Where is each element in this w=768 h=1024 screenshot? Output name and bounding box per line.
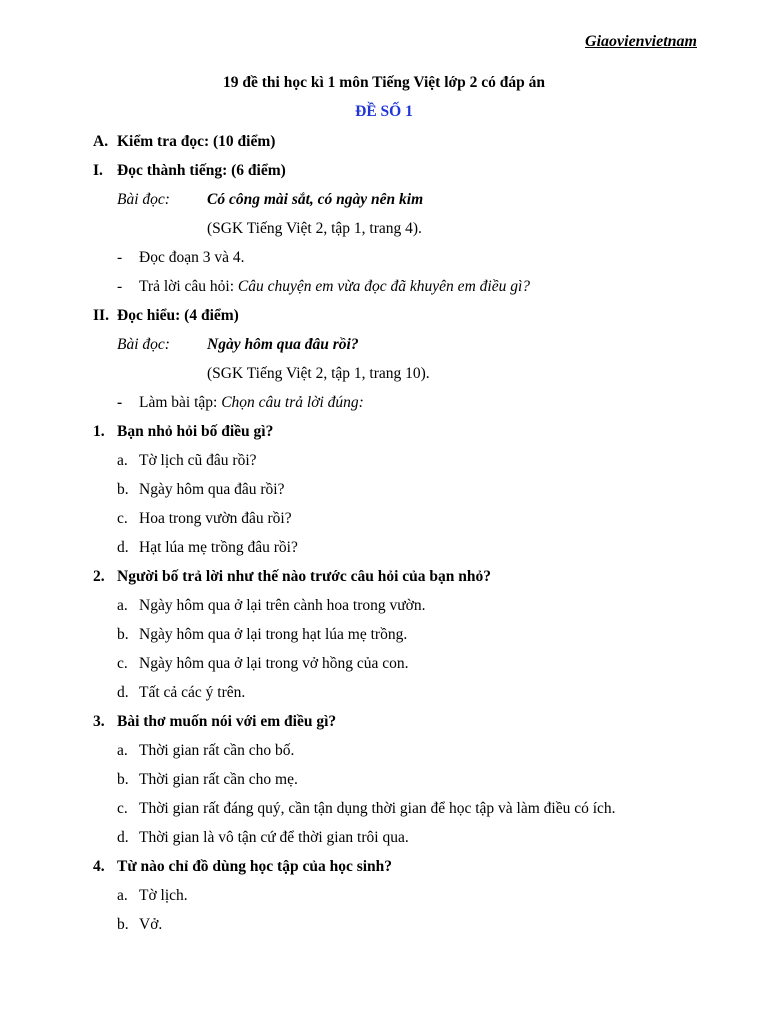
part-i-reading-source: (SGK Tiếng Việt 2, tập 1, trang 4). [207,220,422,237]
question-1 [93,422,274,442]
part-ii-reading-title: Ngày hôm qua đâu rồi? [207,336,359,353]
part-ii-text: Đọc hiểu: (4 điểm) [117,307,239,324]
option-text: Tất cả các ý trên. [139,684,246,701]
option-text: Ngày hôm qua ở lại trong hạt lúa mẹ trồng. [139,626,408,643]
question-1-option-a [117,451,257,471]
option-marker: c. [117,800,128,817]
part-ii-task [117,393,364,413]
section-a-text: Kiểm tra đọc: (10 điểm) [117,133,276,150]
part-i-text: Đọc thành tiếng: (6 điểm) [117,162,286,179]
question-2-option-d [117,683,246,703]
option-marker: c. [117,510,128,527]
part-i-task-2 [117,277,530,297]
question-2-option-c [117,654,409,674]
option-text: Thời gian rất cần cho bố. [139,742,295,759]
list-dash: - [117,394,123,411]
option-marker: a. [117,452,128,469]
question-marker: 3. [93,713,105,730]
option-marker: c. [117,655,128,672]
option-marker: b. [117,771,129,788]
part-ii-reading-source: (SGK Tiếng Việt 2, tập 1, trang 10). [207,365,430,382]
question-3-option-a [117,741,295,761]
option-marker: d. [117,684,129,701]
question-4-option-a [117,886,188,906]
question-marker: 1. [93,423,105,440]
question-1-option-d [117,538,298,558]
part-i-task-1-text: Đọc đoạn 3 và 4. [139,249,245,266]
question-3 [93,712,337,732]
option-marker: a. [117,597,128,614]
option-text: Ngày hôm qua ở lại trên cành hoa trong vườn. [139,597,426,614]
option-text: Tờ lịch. [139,887,188,904]
list-dash: - [117,278,123,295]
part-i-task-2-text [139,277,530,297]
option-text: Tờ lịch cũ đâu rồi? [139,452,257,469]
document-title: 19 đề thi học kì 1 môn Tiếng Việt lớp 2 có đáp án [223,74,545,91]
part-ii-task-text [139,393,364,413]
option-marker: a. [117,887,128,904]
question-3-option-b [117,770,298,790]
question-1-option-c [117,509,292,529]
option-text: Ngày hôm qua đâu rồi? [139,481,285,498]
option-text: Thời gian rất đáng quý, cần tận dụng thời gian để học tập và làm điều có ích. [139,800,616,817]
option-marker: d. [117,539,129,556]
option-marker: a. [117,742,128,759]
part-ii-task-instruction: Chọn câu trả lời đúng: [221,394,364,411]
question-text: Từ nào chỉ đồ dùng học tập của học sinh? [117,858,393,875]
option-text: Vở. [139,916,163,933]
part-ii-task-prefix: Làm bài tập: [139,394,222,411]
option-marker: b. [117,626,129,643]
part-ii-heading [93,306,239,326]
option-text: Thời gian rất cần cho mẹ. [139,771,298,788]
question-marker: 4. [93,858,105,875]
question-3-option-d [117,828,409,848]
question-4 [93,857,393,877]
question-4-option-b [117,915,163,935]
option-marker: b. [117,916,129,933]
option-marker: d. [117,829,129,846]
part-i-marker: I. [93,162,103,179]
section-a-marker: A. [93,133,109,150]
question-3-option-c [117,799,616,819]
list-dash: - [117,249,123,266]
question-text: Người bố trả lời như thế nào trước câu hỏi của bạn nhỏ? [117,568,492,585]
part-i-task-2-prefix: Trả lời câu hỏi: [139,278,238,295]
question-1-option-b [117,480,285,500]
option-text: Ngày hôm qua ở lại trong vở hồng của con. [139,655,409,672]
question-2-option-a [117,596,426,616]
option-marker: b. [117,481,129,498]
exam-number-heading: ĐỀ SỐ 1 [355,103,413,120]
option-text: Hạt lúa mẹ trồng đâu rồi? [139,539,298,556]
question-text: Bài thơ muốn nói với em điều gì? [117,713,337,730]
part-i-reading-title: Có công mài sắt, có ngày nên kim [207,191,424,208]
option-text: Thời gian là vô tận cứ để thời gian trôi qua. [139,829,409,846]
part-i-heading [93,161,286,181]
part-ii-marker: II. [93,307,109,324]
part-i-task-1 [117,248,245,268]
option-text: Hoa trong vườn đâu rồi? [139,510,292,527]
part-ii-reading-label: Bài đọc: [117,336,170,353]
section-a-heading [93,132,276,152]
question-marker: 2. [93,568,105,585]
question-2-option-b [117,625,408,645]
question-text: Bạn nhỏ hỏi bố điều gì? [117,423,274,440]
question-2 [93,567,492,587]
part-i-reading-label: Bài đọc: [117,191,170,208]
brand-watermark: Giaovienvietnam [585,33,697,50]
part-i-task-2-question: Câu chuyện em vừa đọc đã khuyên em điều gì? [237,278,530,295]
